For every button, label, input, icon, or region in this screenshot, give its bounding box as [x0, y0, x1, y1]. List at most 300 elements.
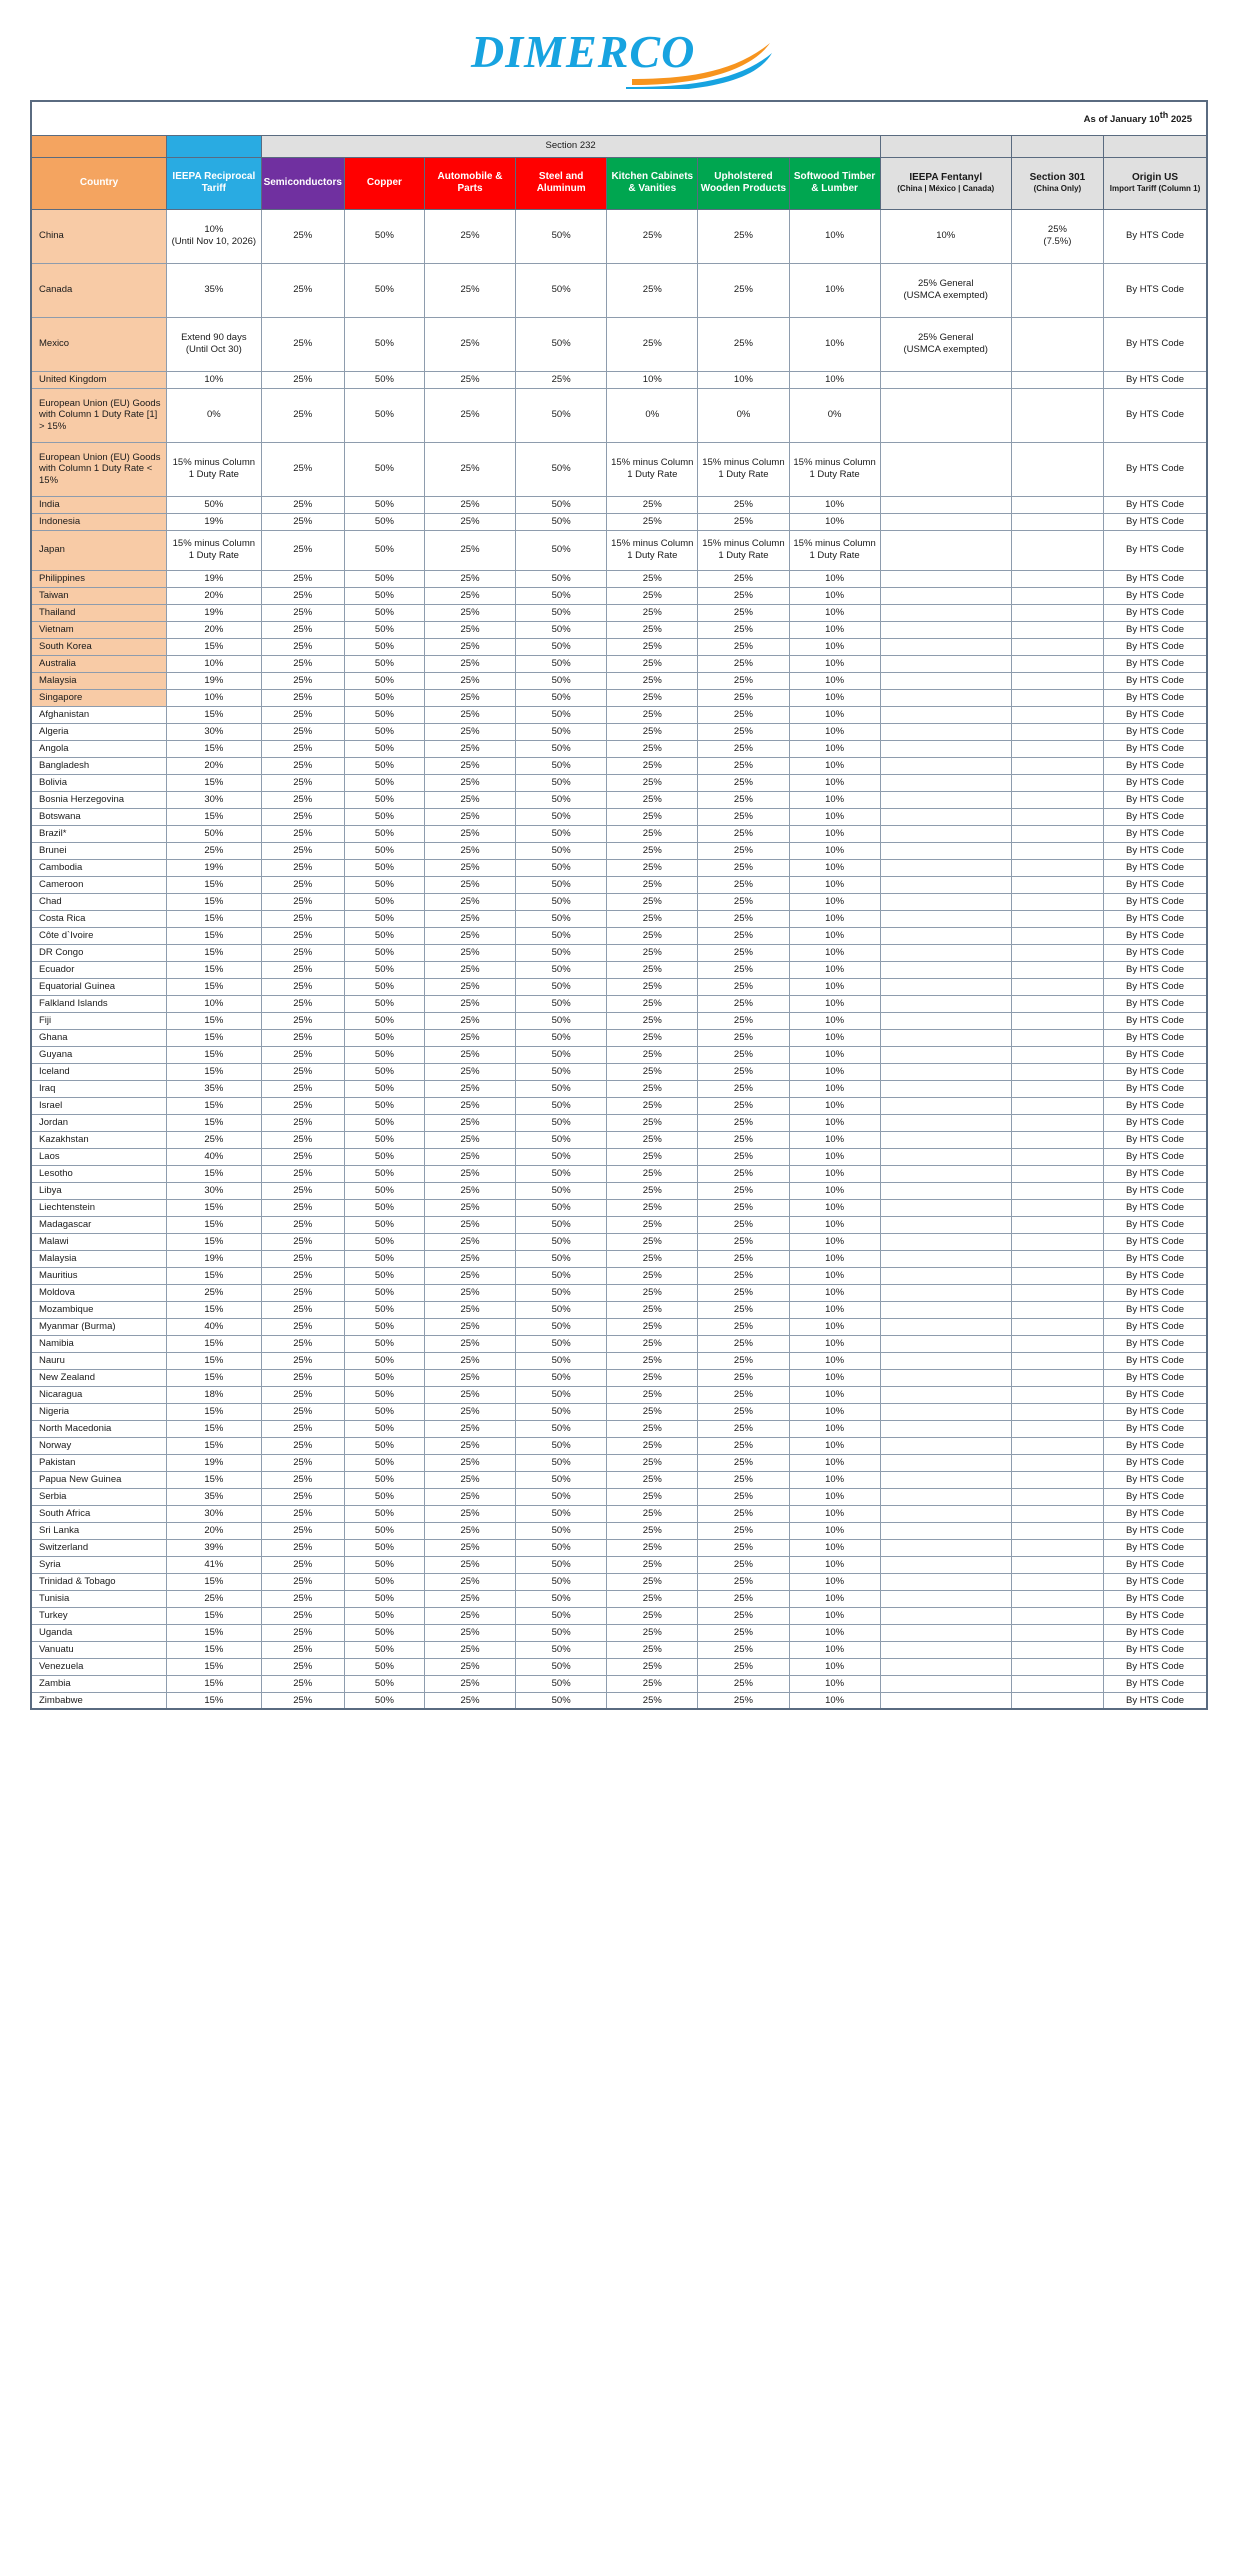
cell-origin-us: By HTS Code [1104, 621, 1207, 638]
cell-steel-aluminum: 50% [516, 530, 607, 570]
cell-ieepa-reciprocal-tariff: 30% [167, 791, 261, 808]
table-row [31, 842, 1207, 859]
cell-semiconductors: 25% [261, 638, 344, 655]
cell-kitchen-cabinets-vanities: 25% [607, 496, 698, 513]
cell-steel-aluminum: 50% [516, 1386, 607, 1403]
cell-softwood-timber-lumber: 10% [789, 1029, 880, 1046]
cell-section-301 [1011, 1573, 1103, 1590]
cell-section-301 [1011, 1165, 1103, 1182]
cell-origin-us: By HTS Code [1104, 1454, 1207, 1471]
cell-softwood-timber-lumber: 10% [789, 1607, 880, 1624]
cell-section-301 [1011, 757, 1103, 774]
cell-copper: 50% [344, 317, 424, 371]
cell-upholstered-wooden-products: 25% [698, 1488, 789, 1505]
cell-ieepa-fentanyl [880, 1233, 1011, 1250]
cell-origin-us: By HTS Code [1104, 1403, 1207, 1420]
title-row [31, 101, 1207, 135]
cell-country: Costa Rica [31, 910, 167, 927]
cell-ieepa-reciprocal-tariff: 15% [167, 1029, 261, 1046]
cell-steel-aluminum: 50% [516, 570, 607, 587]
cell-kitchen-cabinets-vanities: 25% [607, 1658, 698, 1675]
cell-kitchen-cabinets-vanities: 25% [607, 1505, 698, 1522]
cell-origin-us: By HTS Code [1104, 859, 1207, 876]
cell-copper: 50% [344, 774, 424, 791]
cell-country: Cameroon [31, 876, 167, 893]
table-row [31, 1046, 1207, 1063]
table-row [31, 1641, 1207, 1658]
cell-semiconductors: 25% [261, 706, 344, 723]
cell-kitchen-cabinets-vanities: 25% [607, 1522, 698, 1539]
cell-semiconductors: 25% [261, 774, 344, 791]
cell-automobile-parts: 25% [424, 1148, 515, 1165]
cell-upholstered-wooden-products: 25% [698, 1148, 789, 1165]
cell-steel-aluminum: 50% [516, 655, 607, 672]
cell-kitchen-cabinets-vanities: 25% [607, 876, 698, 893]
cell-origin-us: By HTS Code [1104, 1114, 1207, 1131]
cell-copper: 50% [344, 825, 424, 842]
cell-steel-aluminum: 50% [516, 1471, 607, 1488]
cell-copper: 50% [344, 1556, 424, 1573]
cell-ieepa-fentanyl [880, 1301, 1011, 1318]
table-row [31, 791, 1207, 808]
cell-steel-aluminum: 50% [516, 1675, 607, 1692]
cell-ieepa-reciprocal-tariff: 15% [167, 774, 261, 791]
cell-kitchen-cabinets-vanities: 25% [607, 1675, 698, 1692]
cell-ieepa-fentanyl [880, 604, 1011, 621]
cell-ieepa-fentanyl [880, 1080, 1011, 1097]
cell-ieepa-fentanyl [880, 1216, 1011, 1233]
cell-ieepa-fentanyl [880, 388, 1011, 442]
cell-steel-aluminum: 50% [516, 1216, 607, 1233]
cell-upholstered-wooden-products: 25% [698, 1420, 789, 1437]
cell-ieepa-fentanyl [880, 513, 1011, 530]
cell-ieepa-reciprocal-tariff: 50% [167, 825, 261, 842]
col-header-automobile-parts[interactable]: Automobile & Parts [424, 157, 515, 209]
tariff-table [30, 100, 1208, 1710]
cell-softwood-timber-lumber: 10% [789, 672, 880, 689]
col-header-ieepa-fentanyl[interactable] [880, 157, 1011, 209]
cell-kitchen-cabinets-vanities: 25% [607, 1556, 698, 1573]
cell-country: Vietnam [31, 621, 167, 638]
cell-section-301 [1011, 1250, 1103, 1267]
col-header-country[interactable]: Country [31, 157, 167, 209]
cell-semiconductors: 25% [261, 1352, 344, 1369]
cell-semiconductors: 25% [261, 1267, 344, 1284]
col-header-semiconductors[interactable]: Semiconductors [261, 157, 344, 209]
cell-section-301 [1011, 842, 1103, 859]
cell-automobile-parts: 25% [424, 1131, 515, 1148]
cell-steel-aluminum: 50% [516, 388, 607, 442]
cell-steel-aluminum: 50% [516, 263, 607, 317]
cell-ieepa-reciprocal-tariff: 15% [167, 1233, 261, 1250]
cell-origin-us: By HTS Code [1104, 1386, 1207, 1403]
cell-country: Fiji [31, 1012, 167, 1029]
cell-country: Côte d`Ivoire [31, 927, 167, 944]
table-row [31, 1505, 1207, 1522]
cell-ieepa-reciprocal-tariff: 15% [167, 1420, 261, 1437]
cell-origin-us: By HTS Code [1104, 740, 1207, 757]
cell-kitchen-cabinets-vanities: 25% [607, 808, 698, 825]
cell-kitchen-cabinets-vanities: 25% [607, 638, 698, 655]
cell-upholstered-wooden-products: 25% [698, 1182, 789, 1199]
col-header-kitchen-cabinets-vanities[interactable]: Kitchen Cabinets & Vanities [607, 157, 698, 209]
cell-steel-aluminum: 50% [516, 1488, 607, 1505]
cell-country: Moldova [31, 1284, 167, 1301]
cell-semiconductors: 25% [261, 1097, 344, 1114]
cell-steel-aluminum: 50% [516, 1658, 607, 1675]
cell-softwood-timber-lumber: 10% [789, 1233, 880, 1250]
col-header-origin-us[interactable] [1104, 157, 1207, 209]
cell-kitchen-cabinets-vanities: 10% [607, 371, 698, 388]
col-header-origin-us-sub: Import Tariff (Column 1) [1109, 184, 1201, 194]
cell-upholstered-wooden-products: 25% [698, 263, 789, 317]
cell-semiconductors: 25% [261, 1454, 344, 1471]
cell-automobile-parts: 25% [424, 1369, 515, 1386]
table-row [31, 1029, 1207, 1046]
cell-ieepa-reciprocal-tariff: 30% [167, 723, 261, 740]
cell-ieepa-fentanyl [880, 530, 1011, 570]
as-of-date-title [31, 101, 1207, 135]
cell-origin-us: By HTS Code [1104, 638, 1207, 655]
cell-steel-aluminum: 50% [516, 209, 607, 263]
cell-ieepa-reciprocal-tariff: 15% [167, 1403, 261, 1420]
cell-kitchen-cabinets-vanities: 25% [607, 1352, 698, 1369]
cell-kitchen-cabinets-vanities: 25% [607, 587, 698, 604]
cell-ieepa-reciprocal-tariff: 20% [167, 621, 261, 638]
cell-semiconductors: 25% [261, 655, 344, 672]
cell-automobile-parts: 25% [424, 1658, 515, 1675]
cell-country: Israel [31, 1097, 167, 1114]
cell-kitchen-cabinets-vanities: 25% [607, 604, 698, 621]
as-of-year-text: 2025 [1168, 114, 1192, 126]
cell-ieepa-reciprocal-tariff: 35% [167, 1488, 261, 1505]
cell-softwood-timber-lumber: 0% [789, 388, 880, 442]
cell-softwood-timber-lumber: 10% [789, 859, 880, 876]
cell-ieepa-fentanyl [880, 1250, 1011, 1267]
cell-country: Mexico [31, 317, 167, 371]
cell-copper: 50% [344, 1692, 424, 1709]
cell-ieepa-fentanyl [880, 1386, 1011, 1403]
cell-steel-aluminum: 50% [516, 689, 607, 706]
cell-softwood-timber-lumber: 10% [789, 1454, 880, 1471]
cell-copper: 50% [344, 1029, 424, 1046]
table-row [31, 317, 1207, 371]
group-section-232: Section 232 [261, 135, 880, 157]
table-row [31, 1471, 1207, 1488]
cell-automobile-parts: 25% [424, 655, 515, 672]
cell-automobile-parts: 25% [424, 1012, 515, 1029]
cell-origin-us: By HTS Code [1104, 757, 1207, 774]
cell-steel-aluminum: 50% [516, 1063, 607, 1080]
cell-softwood-timber-lumber: 10% [789, 621, 880, 638]
cell-steel-aluminum: 50% [516, 1250, 607, 1267]
cell-kitchen-cabinets-vanities: 25% [607, 1046, 698, 1063]
cell-kitchen-cabinets-vanities: 25% [607, 1182, 698, 1199]
cell-softwood-timber-lumber: 10% [789, 1131, 880, 1148]
cell-steel-aluminum: 50% [516, 1233, 607, 1250]
col-header-ieepa-fentanyl-sub: (China | México | Canada) [897, 184, 995, 194]
cell-semiconductors: 25% [261, 1284, 344, 1301]
table-row [31, 1284, 1207, 1301]
cell-steel-aluminum: 50% [516, 757, 607, 774]
cell-section-301 [1011, 1539, 1103, 1556]
cell-section-301 [1011, 689, 1103, 706]
cell-steel-aluminum: 50% [516, 496, 607, 513]
cell-upholstered-wooden-products: 25% [698, 1539, 789, 1556]
col-header-section-301[interactable] [1011, 157, 1103, 209]
cell-softwood-timber-lumber: 10% [789, 655, 880, 672]
cell-semiconductors: 25% [261, 1301, 344, 1318]
cell-section-301 [1011, 1335, 1103, 1352]
cell-ieepa-reciprocal-tariff: 20% [167, 587, 261, 604]
cell-ieepa-reciprocal-tariff: 10% [167, 371, 261, 388]
cell-semiconductors: 25% [261, 1403, 344, 1420]
cell-upholstered-wooden-products: 25% [698, 961, 789, 978]
cell-automobile-parts: 25% [424, 1488, 515, 1505]
cell-automobile-parts: 25% [424, 706, 515, 723]
cell-semiconductors: 25% [261, 604, 344, 621]
cell-steel-aluminum: 50% [516, 1080, 607, 1097]
cell-section-301 [1011, 944, 1103, 961]
cell-country: Madagascar [31, 1216, 167, 1233]
cell-softwood-timber-lumber: 10% [789, 263, 880, 317]
cell-ieepa-reciprocal-tariff: 39% [167, 1539, 261, 1556]
cell-steel-aluminum: 50% [516, 961, 607, 978]
cell-automobile-parts: 25% [424, 1675, 515, 1692]
cell-ieepa-fentanyl [880, 757, 1011, 774]
cell-semiconductors: 25% [261, 1675, 344, 1692]
cell-ieepa-fentanyl [880, 1335, 1011, 1352]
col-header-steel-aluminum[interactable]: Steel and Aluminum [516, 157, 607, 209]
cell-kitchen-cabinets-vanities: 25% [607, 893, 698, 910]
cell-upholstered-wooden-products: 25% [698, 825, 789, 842]
cell-upholstered-wooden-products: 25% [698, 1301, 789, 1318]
cell-country: Angola [31, 740, 167, 757]
cell-steel-aluminum: 50% [516, 1046, 607, 1063]
cell-ieepa-reciprocal-tariff: 15% [167, 944, 261, 961]
cell-ieepa-fentanyl [880, 1114, 1011, 1131]
cell-semiconductors: 25% [261, 1012, 344, 1029]
column-header-row [31, 157, 1207, 209]
cell-ieepa-reciprocal-tariff: 15% [167, 1012, 261, 1029]
col-header-copper[interactable]: Copper [344, 157, 424, 209]
cell-automobile-parts: 25% [424, 1386, 515, 1403]
cell-softwood-timber-lumber: 10% [789, 757, 880, 774]
cell-ieepa-fentanyl [880, 1029, 1011, 1046]
cell-section-301 [1011, 655, 1103, 672]
cell-ieepa-fentanyl: 25% General (USMCA exempted) [880, 263, 1011, 317]
cell-copper: 50% [344, 1454, 424, 1471]
cell-kitchen-cabinets-vanities: 15% minus Column 1 Duty Rate [607, 530, 698, 570]
cell-upholstered-wooden-products: 25% [698, 1267, 789, 1284]
cell-upholstered-wooden-products: 25% [698, 808, 789, 825]
cell-section-301 [1011, 1488, 1103, 1505]
cell-section-301 [1011, 1233, 1103, 1250]
cell-section-301 [1011, 1029, 1103, 1046]
cell-ieepa-reciprocal-tariff: 40% [167, 1148, 261, 1165]
cell-upholstered-wooden-products: 25% [698, 1471, 789, 1488]
group-blank-ieepa [167, 135, 261, 157]
cell-semiconductors: 25% [261, 893, 344, 910]
table-row [31, 944, 1207, 961]
cell-steel-aluminum: 50% [516, 317, 607, 371]
cell-softwood-timber-lumber: 10% [789, 638, 880, 655]
table-row [31, 1148, 1207, 1165]
cell-kitchen-cabinets-vanities: 15% minus Column 1 Duty Rate [607, 442, 698, 496]
cell-automobile-parts: 25% [424, 859, 515, 876]
cell-steel-aluminum: 50% [516, 1403, 607, 1420]
cell-copper: 50% [344, 1063, 424, 1080]
cell-softwood-timber-lumber: 10% [789, 961, 880, 978]
cell-steel-aluminum: 50% [516, 995, 607, 1012]
cell-section-301 [1011, 570, 1103, 587]
cell-upholstered-wooden-products: 25% [698, 927, 789, 944]
cell-copper: 50% [344, 1318, 424, 1335]
cell-upholstered-wooden-products: 25% [698, 1029, 789, 1046]
cell-semiconductors: 25% [261, 978, 344, 995]
cell-country: Bosnia Herzegovina [31, 791, 167, 808]
table-row [31, 1097, 1207, 1114]
cell-softwood-timber-lumber: 10% [789, 1250, 880, 1267]
cell-ieepa-reciprocal-tariff: 15% [167, 1046, 261, 1063]
cell-origin-us: By HTS Code [1104, 604, 1207, 621]
cell-upholstered-wooden-products: 25% [698, 774, 789, 791]
table-row [31, 1420, 1207, 1437]
cell-origin-us: By HTS Code [1104, 825, 1207, 842]
table-row [31, 1318, 1207, 1335]
cell-semiconductors: 25% [261, 1658, 344, 1675]
cell-semiconductors: 25% [261, 1607, 344, 1624]
cell-ieepa-reciprocal-tariff: 15% [167, 1301, 261, 1318]
cell-automobile-parts: 25% [424, 995, 515, 1012]
cell-origin-us: By HTS Code [1104, 689, 1207, 706]
cell-upholstered-wooden-products: 25% [698, 1573, 789, 1590]
cell-kitchen-cabinets-vanities: 25% [607, 1386, 698, 1403]
cell-softwood-timber-lumber: 10% [789, 1675, 880, 1692]
cell-origin-us: By HTS Code [1104, 1692, 1207, 1709]
cell-country: Bolivia [31, 774, 167, 791]
cell-country: Ghana [31, 1029, 167, 1046]
cell-softwood-timber-lumber: 10% [789, 1080, 880, 1097]
cell-semiconductors: 25% [261, 1624, 344, 1641]
cell-kitchen-cabinets-vanities: 25% [607, 1199, 698, 1216]
cell-automobile-parts: 25% [424, 1267, 515, 1284]
cell-upholstered-wooden-products: 25% [698, 1131, 789, 1148]
cell-country: Turkey [31, 1607, 167, 1624]
cell-ieepa-fentanyl [880, 1505, 1011, 1522]
cell-automobile-parts: 25% [424, 1335, 515, 1352]
cell-country: Kazakhstan [31, 1131, 167, 1148]
cell-section-301 [1011, 1607, 1103, 1624]
cell-softwood-timber-lumber: 10% [789, 1369, 880, 1386]
cell-steel-aluminum: 50% [516, 1352, 607, 1369]
cell-origin-us: By HTS Code [1104, 1301, 1207, 1318]
table-row [31, 689, 1207, 706]
cell-country: Libya [31, 1182, 167, 1199]
cell-kitchen-cabinets-vanities: 25% [607, 1318, 698, 1335]
cell-steel-aluminum: 50% [516, 859, 607, 876]
cell-ieepa-fentanyl [880, 371, 1011, 388]
cell-ieepa-fentanyl [880, 1607, 1011, 1624]
table-row [31, 1233, 1207, 1250]
cell-copper: 50% [344, 1114, 424, 1131]
table-row [31, 587, 1207, 604]
cell-copper: 50% [344, 1505, 424, 1522]
cell-automobile-parts: 25% [424, 513, 515, 530]
cell-origin-us: By HTS Code [1104, 1607, 1207, 1624]
cell-semiconductors: 25% [261, 371, 344, 388]
cell-country: Zambia [31, 1675, 167, 1692]
cell-ieepa-reciprocal-tariff: 19% [167, 1250, 261, 1267]
cell-automobile-parts: 25% [424, 944, 515, 961]
cell-section-301 [1011, 1369, 1103, 1386]
cell-section-301 [1011, 1046, 1103, 1063]
cell-upholstered-wooden-products: 25% [698, 978, 789, 995]
cell-copper: 50% [344, 927, 424, 944]
cell-ieepa-reciprocal-tariff: 15% [167, 1658, 261, 1675]
cell-automobile-parts: 25% [424, 1216, 515, 1233]
col-header-softwood-timber-lumber[interactable]: Softwood Timber & Lumber [789, 157, 880, 209]
cell-upholstered-wooden-products: 0% [698, 388, 789, 442]
cell-ieepa-fentanyl [880, 944, 1011, 961]
dimerco-wordmark: DIMERCO [471, 26, 696, 77]
cell-kitchen-cabinets-vanities: 25% [607, 1165, 698, 1182]
table-row [31, 604, 1207, 621]
cell-steel-aluminum: 50% [516, 978, 607, 995]
cell-origin-us: By HTS Code [1104, 1539, 1207, 1556]
cell-ieepa-reciprocal-tariff: 15% [167, 978, 261, 995]
cell-kitchen-cabinets-vanities: 25% [607, 570, 698, 587]
cell-semiconductors: 25% [261, 791, 344, 808]
cell-upholstered-wooden-products: 25% [698, 1284, 789, 1301]
cell-automobile-parts: 25% [424, 1029, 515, 1046]
cell-semiconductors: 25% [261, 1250, 344, 1267]
cell-steel-aluminum: 50% [516, 825, 607, 842]
col-header-upholstered-wooden-products[interactable]: Upholstered Wooden Products [698, 157, 789, 209]
cell-origin-us: By HTS Code [1104, 961, 1207, 978]
cell-country: Cambodia [31, 859, 167, 876]
cell-automobile-parts: 25% [424, 1505, 515, 1522]
cell-section-301 [1011, 1471, 1103, 1488]
cell-ieepa-reciprocal-tariff: 15% minus Column 1 Duty Rate [167, 442, 261, 496]
cell-automobile-parts: 25% [424, 1590, 515, 1607]
cell-automobile-parts: 25% [424, 1165, 515, 1182]
col-header-ieepa-reciprocal-tariff[interactable]: IEEPA Reciprocal Tariff [167, 157, 261, 209]
cell-kitchen-cabinets-vanities: 25% [607, 1335, 698, 1352]
cell-kitchen-cabinets-vanities: 25% [607, 1063, 698, 1080]
cell-automobile-parts: 25% [424, 638, 515, 655]
cell-ieepa-reciprocal-tariff: 15% [167, 927, 261, 944]
cell-ieepa-reciprocal-tariff: 15% [167, 638, 261, 655]
cell-section-301 [1011, 1352, 1103, 1369]
cell-ieepa-fentanyl [880, 1012, 1011, 1029]
cell-country: Iraq [31, 1080, 167, 1097]
cell-origin-us: By HTS Code [1104, 371, 1207, 388]
cell-ieepa-reciprocal-tariff: Extend 90 days (Until Oct 30) [167, 317, 261, 371]
cell-automobile-parts: 25% [424, 1080, 515, 1097]
cell-kitchen-cabinets-vanities: 25% [607, 1607, 698, 1624]
cell-automobile-parts: 25% [424, 1471, 515, 1488]
cell-ieepa-reciprocal-tariff: 15% [167, 1437, 261, 1454]
cell-automobile-parts: 25% [424, 723, 515, 740]
cell-country: Equatorial Guinea [31, 978, 167, 995]
cell-origin-us: By HTS Code [1104, 1522, 1207, 1539]
cell-automobile-parts: 25% [424, 774, 515, 791]
cell-automobile-parts: 25% [424, 1199, 515, 1216]
cell-softwood-timber-lumber: 10% [789, 317, 880, 371]
cell-ieepa-fentanyl [880, 706, 1011, 723]
cell-kitchen-cabinets-vanities: 25% [607, 1233, 698, 1250]
